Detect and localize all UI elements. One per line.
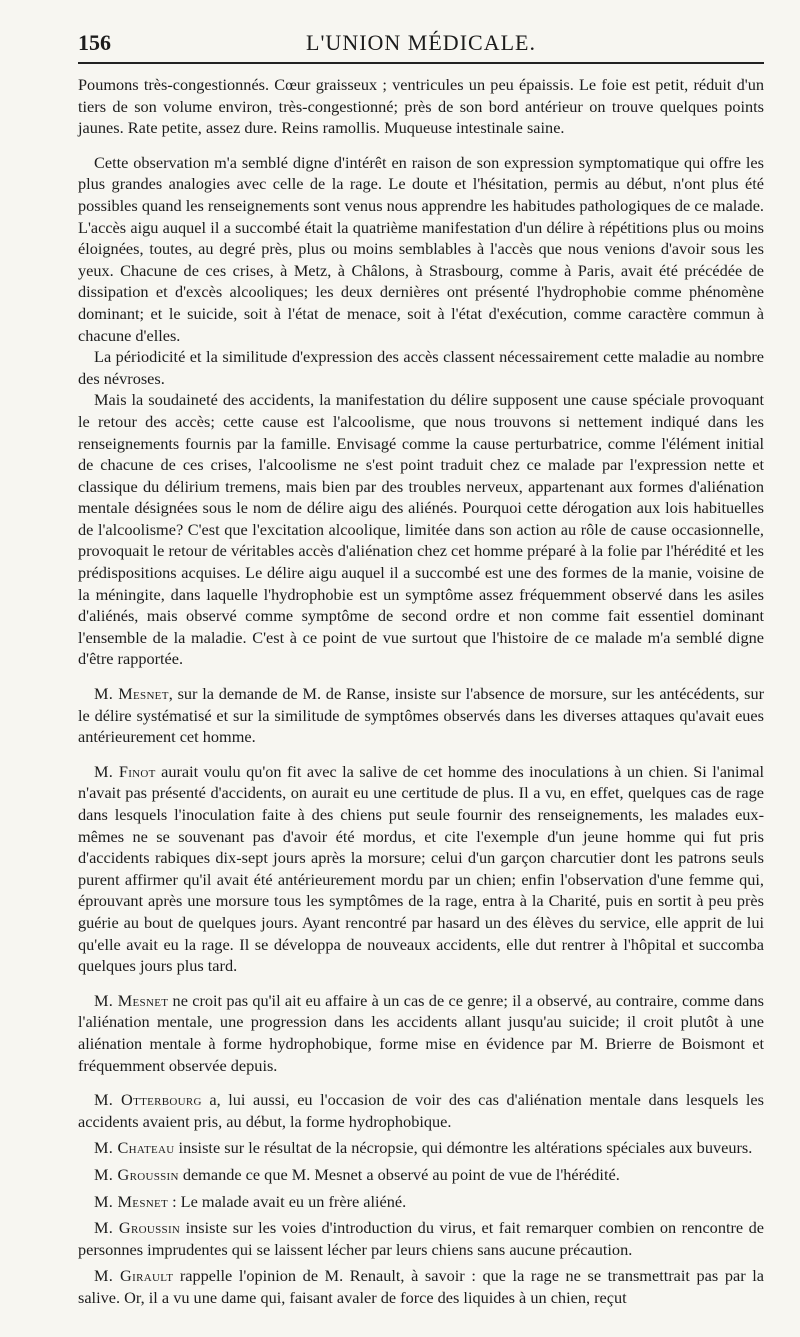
speaker-name: M. Otterbourg	[94, 1090, 202, 1110]
speaker-name: M. Girault	[94, 1266, 174, 1286]
paragraph-autopsy: Poumons très-congestionnés. Cœur graisseux ; ventricules un peu épaissis. Le foie est petit, réduit d'un tiers de son volume environ, très-congestionné; près de son bord antérieur on trouve quelques points jaunes. Rate petite, assez dure. Reins ramollis. Muqueuse intestinale saine.	[78, 75, 764, 138]
speaker-name: M. Mesnet	[94, 684, 169, 704]
paragraph-remark: M. Mesnet : Le malade avait eu un frère aliéné.	[94, 1191, 407, 1211]
paragraph-observation: Cette observation m'a semblé digne d'intérêt en raison de son expression symptomatique qui offre les plus grandes analogies avec celle de la rage. Le doute et l'hésitation, permis au début, n'ont plus été possibles quand les renseignements sont venus nous apprendre les habitudes pathologiques de ce malade. L'accès aigu auquel il a succombé était la quatrième manifestation d'un délire à répétitions plus ou moins éloignées, toutes, au degré près, plus ou moins semblables à l'accès que nous venions d'avoir sous les yeux. Chacune de ces crises, à Metz, à Châlons, à Strasbourg, comme à Paris, avait été précédée de dissipation et d'excès alcooliques; les deux dernières ont présenté l'hydrophobie comme phénomène dominant; et le suicide, soit à l'état de menace, soit à l'état d'exécution, comme caractère commun à chacune d'elles.	[78, 152, 764, 345]
speaker-name: M. Mesnet	[94, 990, 169, 1010]
article-body	[78, 74, 764, 1308]
paragraph-remark: M. Groussin insiste sur les voies d'introduction du virus, et fait remarquer combien on rencontre de personnes imprudentes qui se laissent lécher par leurs chiens sans aucune précaution.	[78, 1218, 764, 1259]
paragraph-remark: M. Otterbourg a, lui aussi, eu l'occasion de voir des cas d'aliénation mentale dans lesquels les accidents avaient pris, au début, la forme hydrophobique.	[78, 1090, 764, 1131]
running-title: L'UNION MÉDICALE.	[306, 30, 536, 55]
speaker-name: M. Mesnet	[94, 1191, 169, 1211]
paragraph-remark: M. Mesnet ne croit pas qu'il ait eu affaire à un cas de ce genre; il a observé, au contraire, comme dans l'aliénation mentale, une progression dans les accidents allant jusqu'au suicide; il croit plutôt à une aliénation mentale à forme hydrophobique, forme mise en évidence par M. Brierre de Boismont et fréquemment observée depuis.	[78, 990, 765, 1075]
speaker-name: M. Finot	[94, 761, 156, 781]
speaker-name: M. Chateau	[94, 1138, 175, 1158]
paragraph-alcoholism: Mais la soudaineté des accidents, la manifestation du délire supposent une cause spéciale provoquant le retour des accès; cette cause est l'alcoolisme, que nous trouvons si nettement indiqué dans les renseignements fournis par la famille. Envisagé comme la cause perturbatrice, comme l'élément initial de chacune de ces crises, l'alcoolisme ne s'est point traduit chez ce malade par l'expression nette et classique du délirium tremens, mais bien par des troubles nerveux, appartenant aux formes d'aliénation mentale désignées sous le nom de délire aigu des aliénés. Pourquoi cette dérogation aux lois habituelles de l'alcoolisme? C'est que l'excitation alcoolique, limitée dans son action au rôle de cause occasionnelle, provoquait le retour de véritables accès d'aliénation chez cet homme préparé à la folie par l'hérédité et les prédispositions acquises. Le délire aigu auquel il a succombé est une des formes de la manie, voisine de la méningite, dans laquelle l'hydrophobie est un symptôme assez fréquemment observé dans les asiles d'aliénés, mais observé comme symptôme de second ordre et non comme fait essentiel dominant l'ensemble de la maladie. C'est à ce point de vue surtout que l'histoire de ce malade m'a semblé digne d'être rapportée.	[78, 390, 764, 669]
page-header	[78, 22, 764, 64]
paragraph-remark: M. Girault rappelle l'opinion de M. Renault, à savoir : que la rage ne se transmettrait pas par la salive. Or, il a vu une dame qui, faisant avaler de force des liquides à un chien, reçut	[78, 1266, 764, 1307]
paragraph-remark: M. Finot aurait voulu qu'on fit avec la salive de cet homme des inoculations à un chien. Si l'animal n'avait pas présenté d'accidents, on aurait eu une certitude de plus. Il a vu, en effet, quelques cas de rage dans lesquels l'inoculation faite à des chiens put seule fournir des renseignements, les malades eux-mêmes ne se souvenant pas d'avoir été mordus, et cite l'exemple d'un jeune homme qui fut pris d'accidents rabiques dix-sept jours après la morsure; celui d'un garçon charcutier dont les patrons seuls purent affirmer qu'il avait été antérieurement mordu par un chien; enfin l'observation d'une femme qui, éprouvant après une morsure tous les symptômes de la rage, entra à la Charité, puis en sortit à peu près guérie au bout de quelques jours. Ayant rencontré par hasard un des élèves du service, elle apprit de lui qu'elle avait eu la rage. Il se développa de nouveaux accidents, elle dut rentrer à l'hôpital et succomba quelques jours plus tard.	[78, 761, 764, 976]
paragraph-remark: M. Groussin demande ce que M. Mesnet a observé au point de vue de l'hérédité.	[94, 1164, 620, 1184]
paragraph-periodicity: La périodicité et la similitude d'expression des accès classent nécessairement cette maladie au nombre des névroses.	[78, 347, 764, 388]
paragraph-remark: M. Mesnet, sur la demande de M. de Ranse, insiste sur l'absence de morsure, sur les antécédents, sur le délire systématisé et sur la similitude de symptômes observés dans les diverses attaques qu'avait eues antérieurement cet homme.	[78, 684, 765, 747]
document-page	[78, 22, 764, 1308]
speaker-name: M. Groussin	[94, 1218, 181, 1238]
paragraph-remark: M. Chateau insiste sur le résultat de la nécropsie, qui démontre les altérations spéciales aux buveurs.	[94, 1138, 753, 1158]
speaker-name: M. Groussin	[94, 1164, 179, 1184]
page-number: 156	[78, 30, 111, 55]
